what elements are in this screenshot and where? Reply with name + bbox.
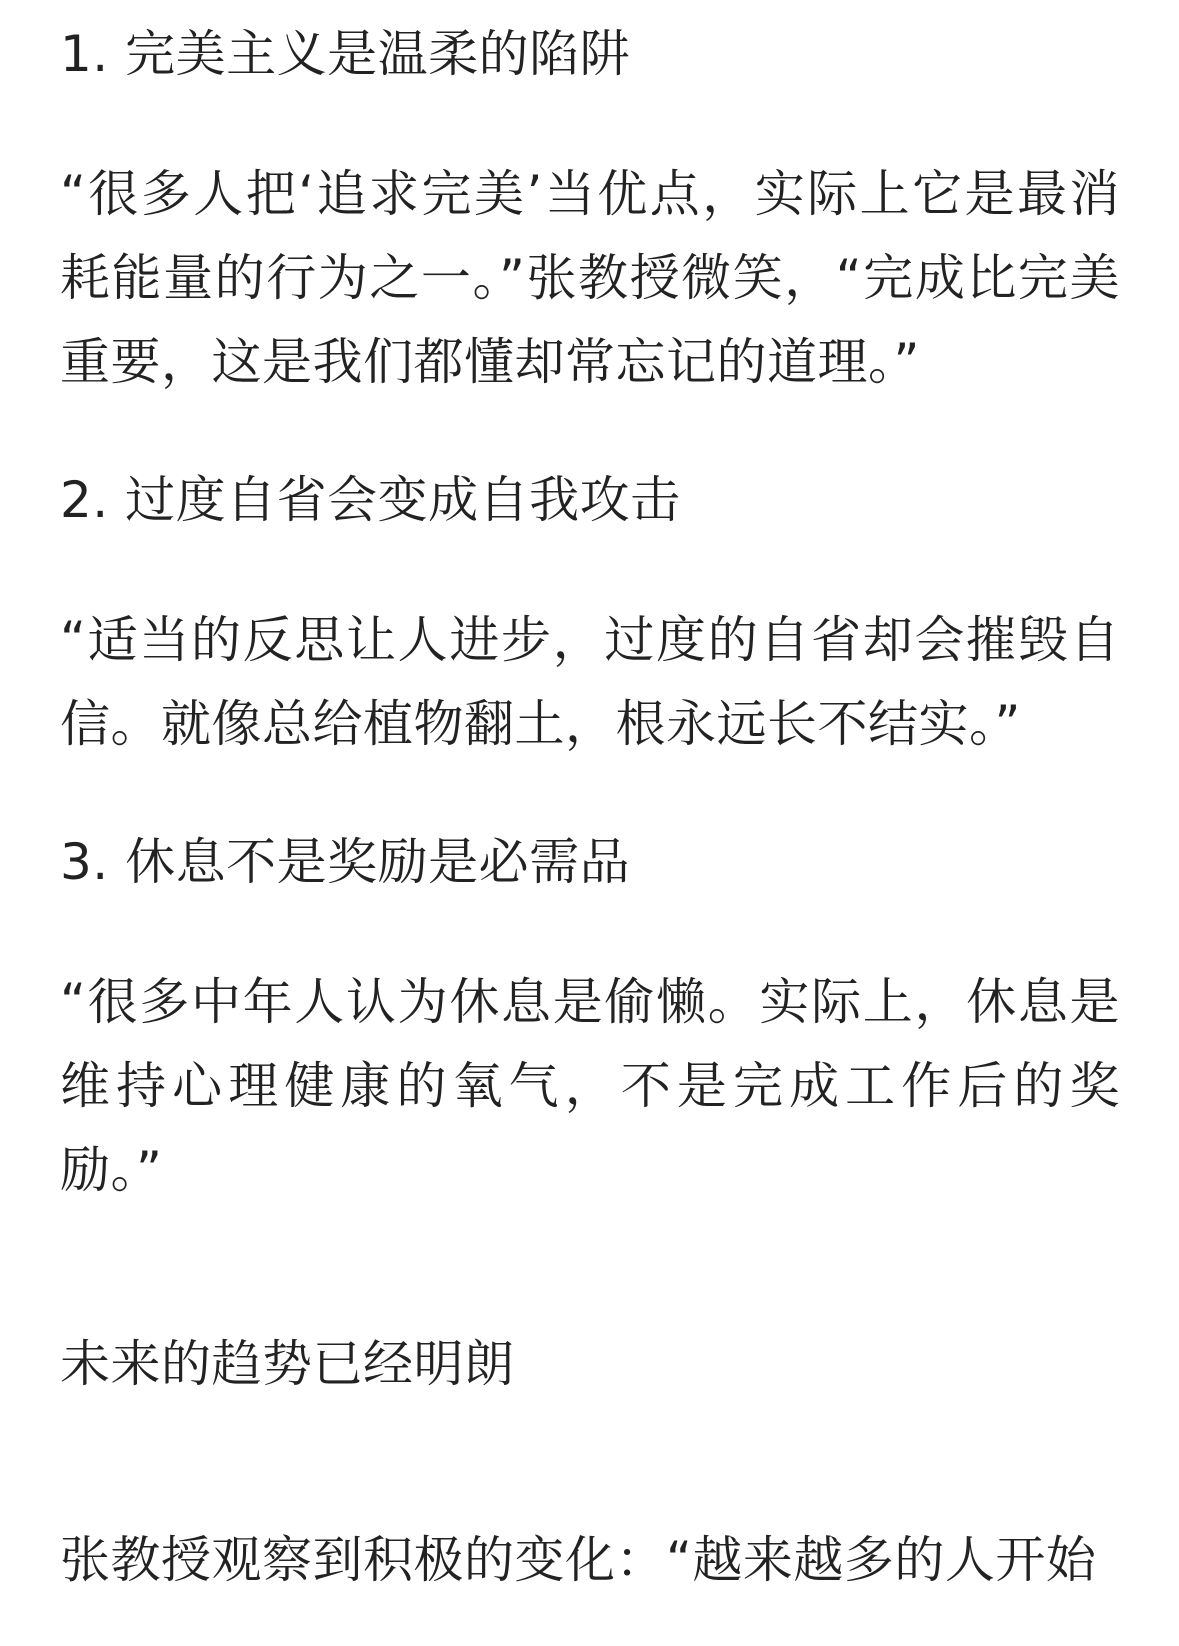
section-2-quote: “适当的反思让人进步，过度的自省却会摧毁自信。就像总给植物翻土，根永远长不结实。” — [60, 611, 1120, 753]
closing-paragraph: 张教授观察到积极的变化：“越来越多的人开始 — [60, 1531, 1097, 1589]
section-2-heading: 2. 过度自省会变成自我攻击 — [60, 471, 681, 529]
section-1-heading: 1. 完美主义是温柔的陷阱 — [60, 25, 631, 83]
section-3-quote: “很多中年人认为休息是偷懒。实际上，休息是维持心理健康的氧气，不是完成工作后的奖励。” — [60, 973, 1120, 1199]
subheading: 未来的趋势已经明朗 — [60, 1335, 515, 1393]
section-1-quote: “很多人把‘追求完美’当优点，实际上它是最消耗能量的行为之一。”张教授微笑，“完成比完美重要，这是我们都懂却常忘记的道理。” — [60, 165, 1120, 391]
section-3-heading: 3. 休息不是奖励是必需品 — [60, 833, 631, 891]
